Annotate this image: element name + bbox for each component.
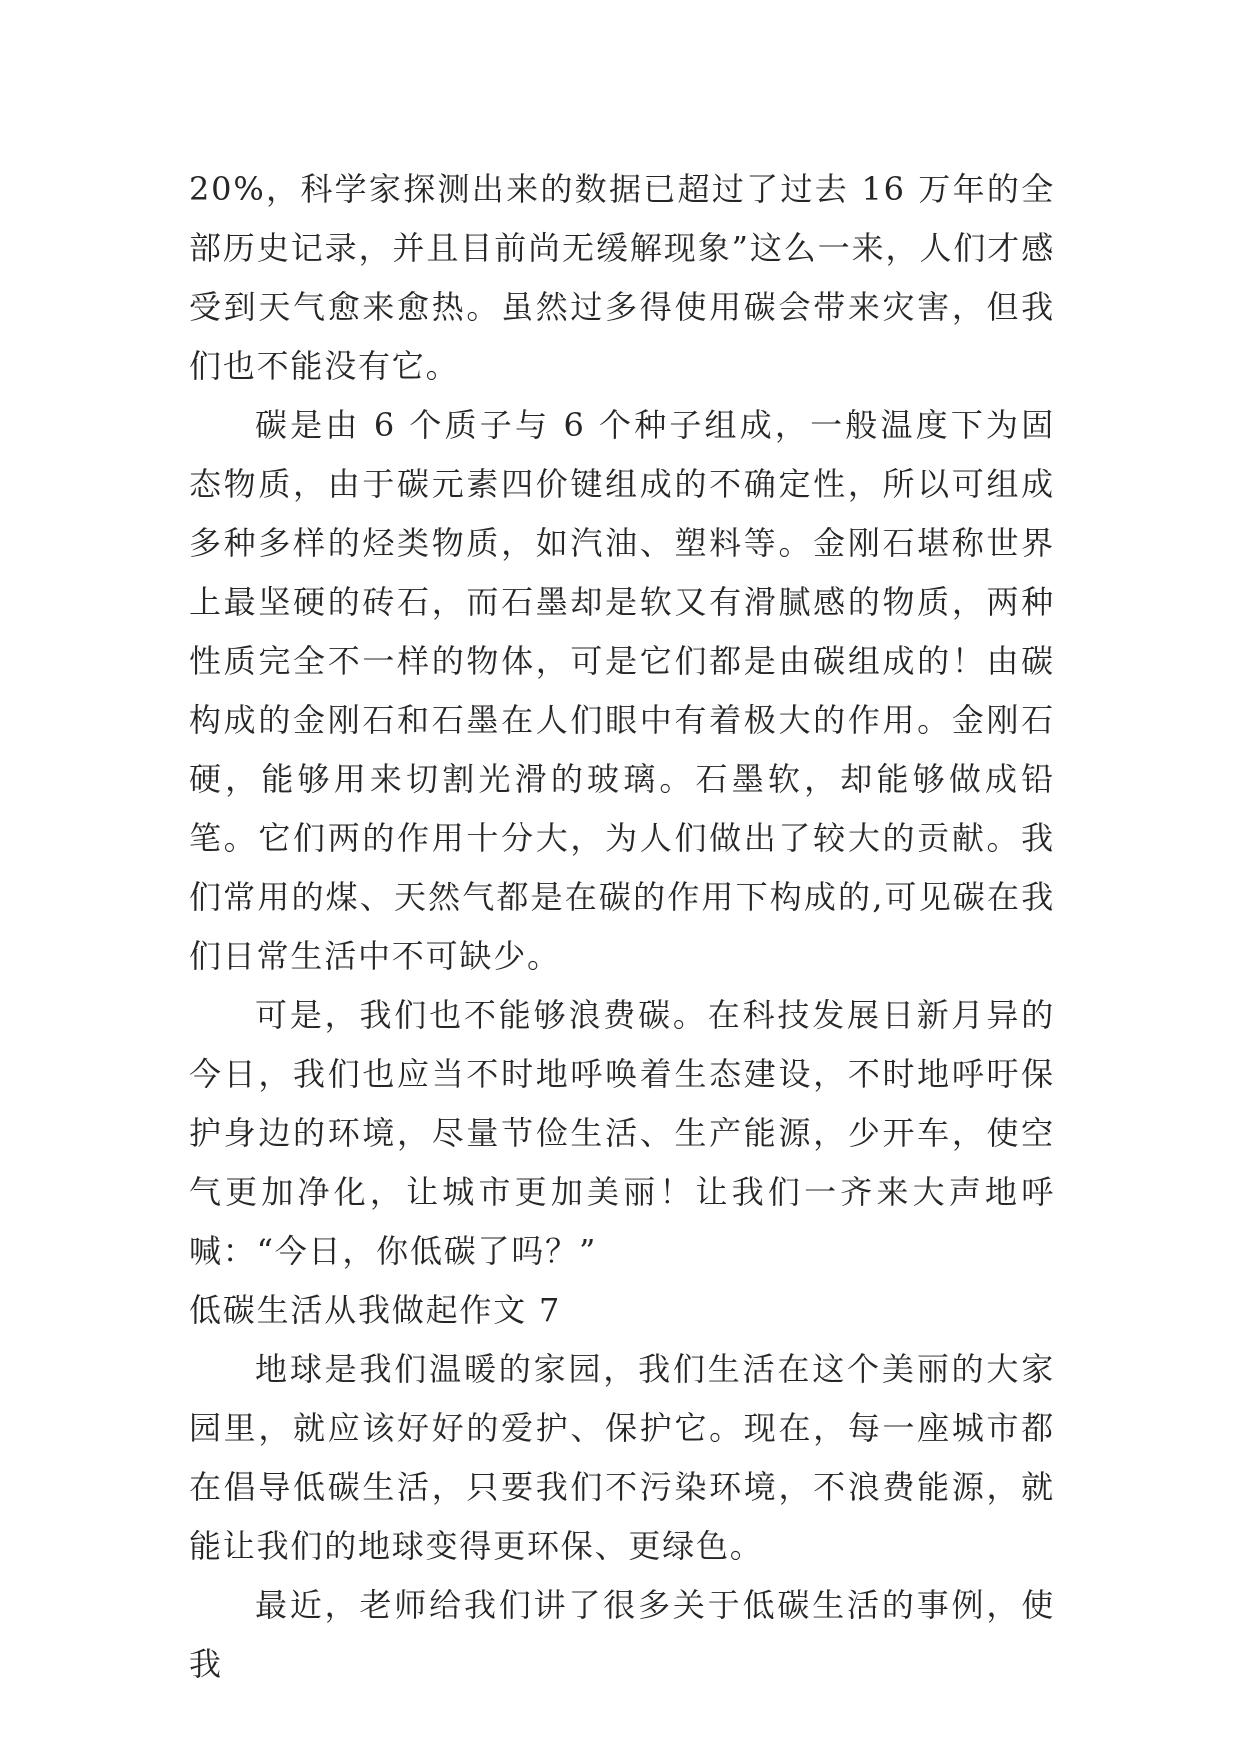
paragraph-4: 地球是我们温暖的家园，我们生活在这个美丽的大家园里，就应该好好的爱护、保护它。现在，每一座城市都在倡导低碳生活，只要我们不污染环境，不浪费能源，就能让我们的地球变得更环保、更绿色。 bbox=[189, 1350, 1055, 1565]
paragraph-1: 20%，科学家探测出来的数据已超过了过去 16 万年的全部历史记录，并且目前尚无缓解现象”这么一来，人们才感受到天气愈来愈热。虽然过多得使用碳会带来灾害，但我们也不能没有它。 bbox=[189, 170, 1055, 385]
paragraph-3: 可是，我们也不能够浪费碳。在科技发展日新月异的今日，我们也应当不时地呼唤着生态建设，不时地呼吁保护身边的环境，尽量节俭生活、生产能源，少开车，使空气更加净化，让城市更加美丽！让我们一齐来大声地呼喊：“今日，你低碳了吗？” bbox=[189, 996, 1055, 1270]
section-heading: 低碳生活从我做起作文 7 bbox=[189, 1291, 562, 1329]
document-body bbox=[189, 160, 1055, 1694]
paragraph-5: 最近，老师给我们讲了很多关于低碳生活的事例，使我 bbox=[189, 1586, 1055, 1683]
paragraph-2: 碳是由 6 个质子与 6 个种子组成，一般温度下为固态物质，由于碳元素四价键组成的不确定性，所以可组成多种多样的烃类物质，如汽油、塑料等。金刚石堪称世界上最坚硬的砖石，而石墨却是软又有滑腻感的物质，两种性质完全不一样的物体，可是它们都是由碳组成的！由碳构成的金刚石和石墨在人们眼中有着极大的作用。金刚石硬，能够用来切割光滑的玻璃。石墨软，却能够做成铅笔。它们两的作用十分大，为人们做出了较大的贡献。我们常用的煤、天然气都是在碳的作用下构成的,可见碳在我们日常生活中不可缺少。 bbox=[189, 406, 1055, 975]
